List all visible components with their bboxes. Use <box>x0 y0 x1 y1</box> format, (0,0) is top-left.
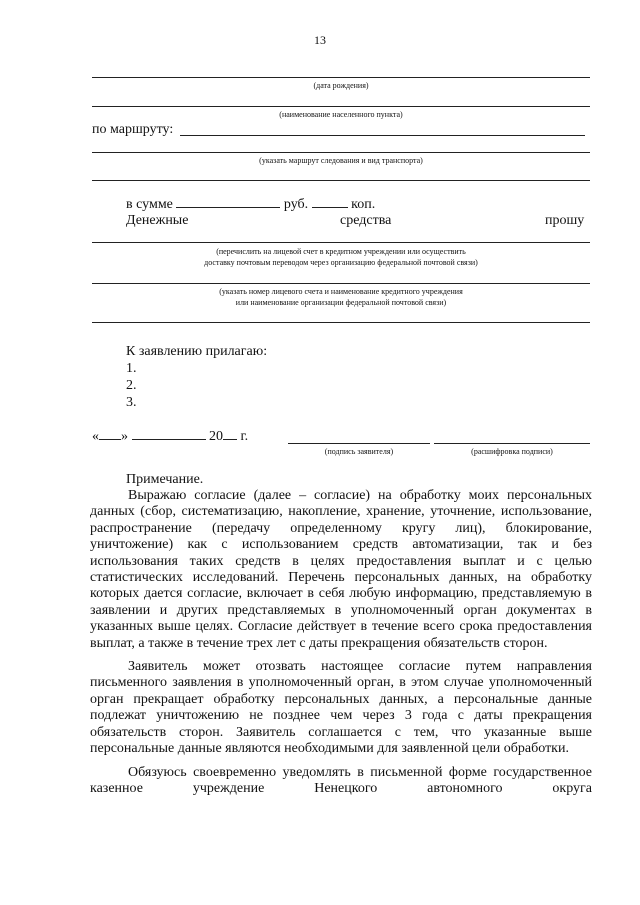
page-number: 13 <box>314 33 326 47</box>
signature-decoding-caption: (расшифровка подписи) <box>471 447 553 456</box>
date-year-prefix: 20 <box>209 429 223 444</box>
route-line[interactable] <box>180 135 585 136</box>
attachment-item-3: 3. <box>126 395 137 410</box>
extra-line[interactable] <box>92 180 590 181</box>
account-caption-2: или наименование организации федеральной почтовой связи) <box>235 298 447 307</box>
signature-caption: (подпись заявителя) <box>324 447 394 456</box>
amount-prefix: в сумме <box>126 197 173 212</box>
note-title: Примечание. <box>126 472 204 487</box>
attachments-title: К заявлению прилагаю: <box>126 344 268 359</box>
attachment-item-2: 2. <box>126 378 137 393</box>
account-caption-1: (указать номер лицевого счета и наименование кредитного учреждения <box>219 287 463 296</box>
account-line[interactable] <box>92 283 590 284</box>
money-word-1: Денежные <box>126 213 189 228</box>
money-word-2: средства <box>340 213 392 228</box>
transfer-caption-2: доставку почтовым переводом через организацию федеральной почтовой связи) <box>204 258 478 267</box>
amount-rub-field[interactable] <box>176 195 280 208</box>
note-paragraph-1: Выражаю согласие (далее – согласие) на обработку моих персональных данных (сбор, систематизацию, накопление, хранение, уточнение, использование, распространение (передачу определенному кругу лиц), блокирование, уничтожение) как с использованием средств автоматизации, так и без использования таких средств в целях предоставления выплат и с целью статистических исследований. Перечень персональных данных, на обработку которых дается согласие, включает в себя любую информацию, представляемую в заявлении и других представляемых в уполномоченный орган документах в указанных выше целях. Согласие действует в течение всего срока предоставления выплат, а также в течение трех лет с даты прекращения обязательств сторон. <box>90 488 592 651</box>
date-day-field[interactable] <box>99 427 121 440</box>
note-paragraph-3: Обязуюсь своевременно уведомлять в письменной форме государственное казенное учреждение Ненецкого автономного округа <box>90 764 592 796</box>
transfer-caption-1: (перечислить на лицевой счет в кредитном учреждении или осуществить <box>216 247 466 256</box>
amount-kop-field[interactable] <box>312 195 348 208</box>
route-label: по маршруту: <box>92 122 174 137</box>
money-word-3: прошу <box>545 213 585 228</box>
transfer-method-line[interactable] <box>92 242 590 243</box>
note-body <box>90 488 592 797</box>
signature-decoding-line[interactable] <box>434 443 590 444</box>
birth-date-line[interactable] <box>92 77 590 78</box>
route-line-2[interactable] <box>92 152 590 153</box>
date-open-quote: « <box>92 429 99 444</box>
note-paragraph-2: Заявитель может отозвать настоящее согласие путем направления письменного заявления в уполномоченный орган, в этом случае уполномоченный орган прекращает обработку персональных данных, а персональные данные подлежат уничтожению не позднее чем через 3 года с даты прекращения обязательств сторон. Заявитель соглашается с тем, что указанные выше персональные данные являются необходимыми для заявленной цели обработки. <box>90 659 592 757</box>
amount-kop-label: коп. <box>351 197 376 212</box>
date-month-field[interactable] <box>132 427 206 440</box>
signature-line[interactable] <box>288 443 430 444</box>
route-caption: (указать маршрут следования и вид транспорта) <box>259 156 423 165</box>
date-close-quote: » <box>121 429 128 444</box>
amount-rub-label: руб. <box>283 197 309 212</box>
settlement-caption: (наименование населенного пункта) <box>279 110 403 119</box>
date-row <box>92 427 248 446</box>
birth-date-caption: (дата рождения) <box>313 81 369 90</box>
date-year-suffix: г. <box>240 429 249 444</box>
date-year-field[interactable] <box>223 427 237 440</box>
extra-line-2[interactable] <box>92 322 590 323</box>
attachment-item-1: 1. <box>126 361 137 376</box>
settlement-line[interactable] <box>92 106 590 107</box>
